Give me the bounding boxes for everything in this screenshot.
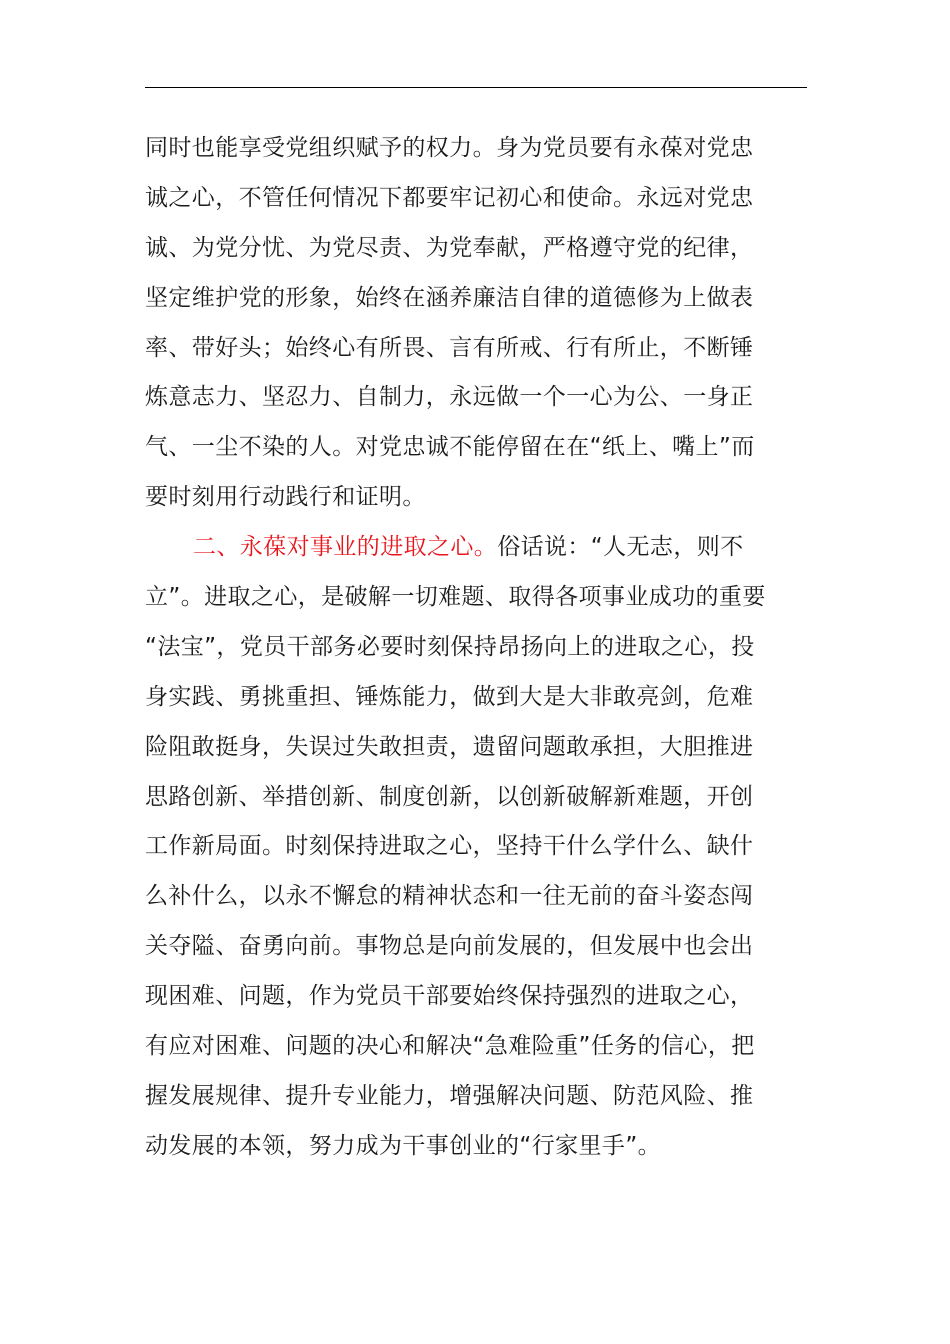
text-line: 险阻敢挺身，失误过失敢担责，遗留问题敢承担，大胆推进 <box>145 733 754 760</box>
text-line: 要时刻用行动践行和证明。 <box>145 484 426 511</box>
text-line: 诚之心，不管任何情况下都要牢记初心和使命。永远对党忠 <box>145 184 754 211</box>
text-line: 动发展的本领，努力成为干事创业的“行家里手”。 <box>145 1132 662 1159</box>
text-line: 诚、为党分忧、为党尽责、为党奉献，严格遵守党的纪律， <box>145 234 754 261</box>
text-line: 现困难、问题，作为党员干部要始终保持强烈的进取之心， <box>145 983 754 1010</box>
text-line: 气、一尘不染的人。对党忠诚不能停留在在“纸上、嘴上”而 <box>145 434 755 461</box>
text-line: “法宝”，党员干部务必要时刻保持昂扬向上的进取之心，投 <box>145 633 755 660</box>
text-line: 立”。进取之心，是破解一切难题、取得各项事业成功的重要 <box>145 584 766 611</box>
section-2-first-line <box>145 523 807 573</box>
text-line: 身实践、勇挑重担、锤炼能力，做到大是大非敢亮剑，危难 <box>145 683 754 710</box>
text-line: 有应对困难、问题的决心和解决“急难险重”任务的信心，把 <box>145 1033 755 1060</box>
text-line: 同时也能享受党组织赋予的权力。身为党员要有永葆对党忠 <box>145 135 754 161</box>
section-2-heading: 二、永葆对事业的进取之心。 <box>193 534 498 561</box>
text-line: 思路创新、举措创新、制度创新，以创新破解新难题，开创 <box>145 783 754 810</box>
text-line: 关夺隘、奋勇向前。事物总是向前发展的，但发展中也会出 <box>145 933 754 960</box>
text-line: 握发展规律、提升专业能力，增强解决问题、防范风险、推 <box>145 1082 754 1109</box>
text-line: 么补什么，以永不懈怠的精神状态和一往无前的奋斗姿态闯 <box>145 883 754 910</box>
text-line: 工作新局面。时刻保持进取之心，坚持干什么学什么、缺什 <box>145 833 754 860</box>
document-body <box>145 124 807 1172</box>
text-line: 率、带好头；始终心有所畏、言有所戒、行有所止，不断锤 <box>145 334 754 361</box>
text-line: 坚定维护党的形象，始终在涵养廉洁自律的道德修为上做表 <box>145 284 754 311</box>
header-rule <box>145 87 807 88</box>
section-2-first-line-text: 俗话说：“人无志，则不 <box>497 534 744 561</box>
text-line: 炼意志力、坚忍力、自制力，永远做一个一心为公、一身正 <box>145 384 754 411</box>
